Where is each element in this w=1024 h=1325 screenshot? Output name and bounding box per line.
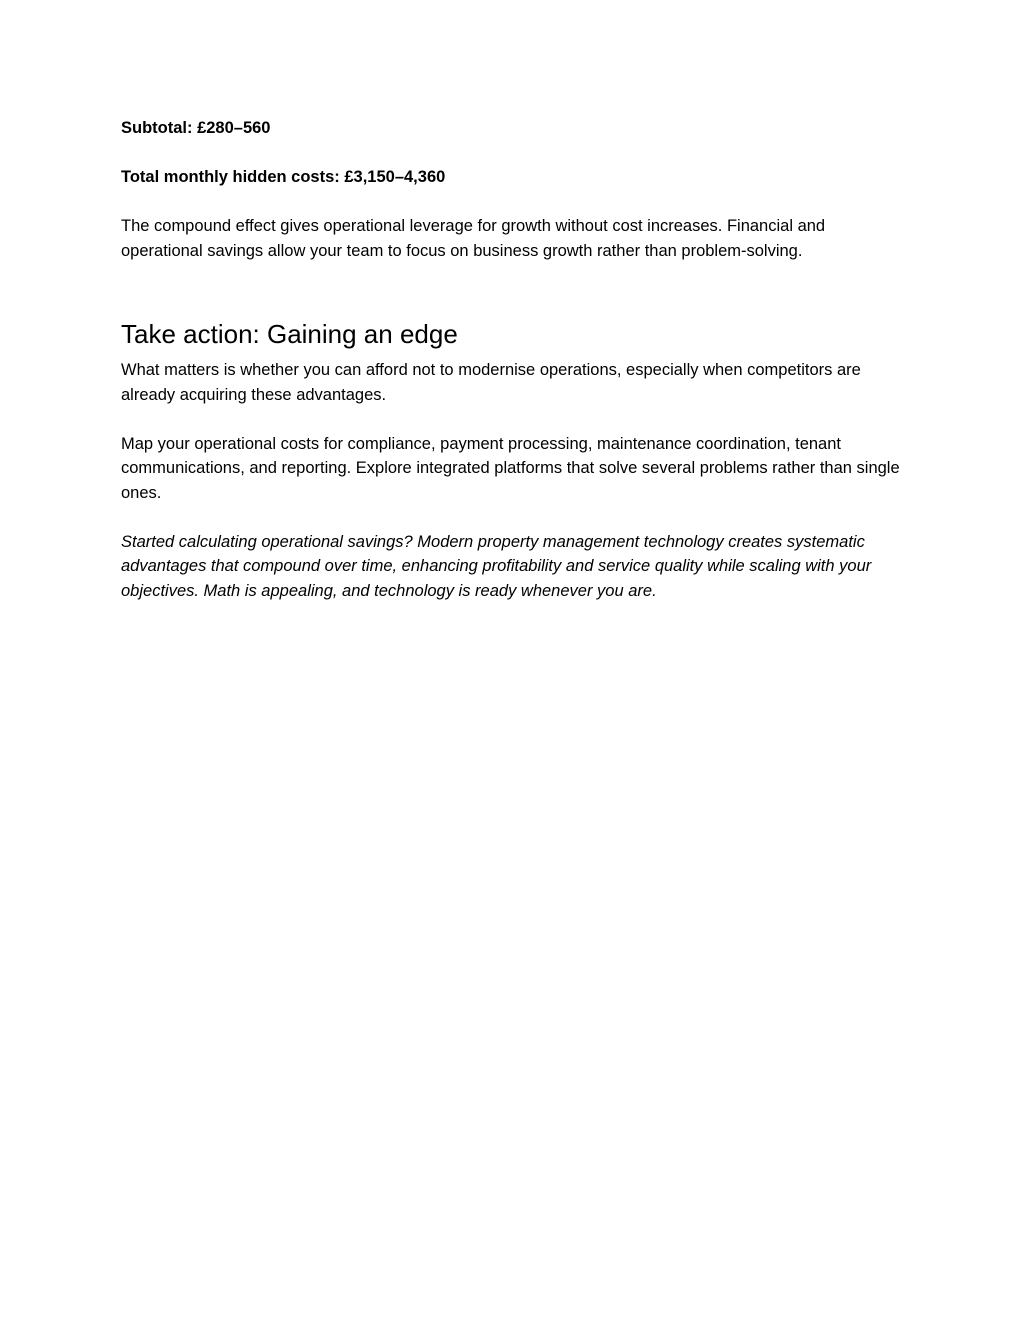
subtotal-line: Subtotal: £280–560 <box>121 119 271 137</box>
section-heading: Take action: Gaining an edge <box>121 319 458 349</box>
compound-effect-paragraph: The compound effect gives operational leverage for growth without cost increases. Financial and operational savings allow your team to focus on business growth rather than problem-solving. <box>121 217 826 260</box>
total-hidden-costs-line: Total monthly hidden costs: £3,150–4,360 <box>121 168 446 186</box>
closing-italic-paragraph: Started calculating operational savings? Modern property management technology creates systematic advantages that compound over time, enhancing profitability and service quality while scaling with your objectives. Math is appealing, and technology is ready whenever you are. <box>121 532 872 600</box>
modernise-paragraph: What matters is whether you can afford not to modernise operations, especially when competitors are already acquiring these advantages. <box>121 361 861 404</box>
map-costs-paragraph: Map your operational costs for compliance, payment processing, maintenance coordination, tenant communications, and reporting. Explore integrated platforms that solve several problems rather than single ones. <box>121 434 900 502</box>
document-page <box>121 116 911 603</box>
